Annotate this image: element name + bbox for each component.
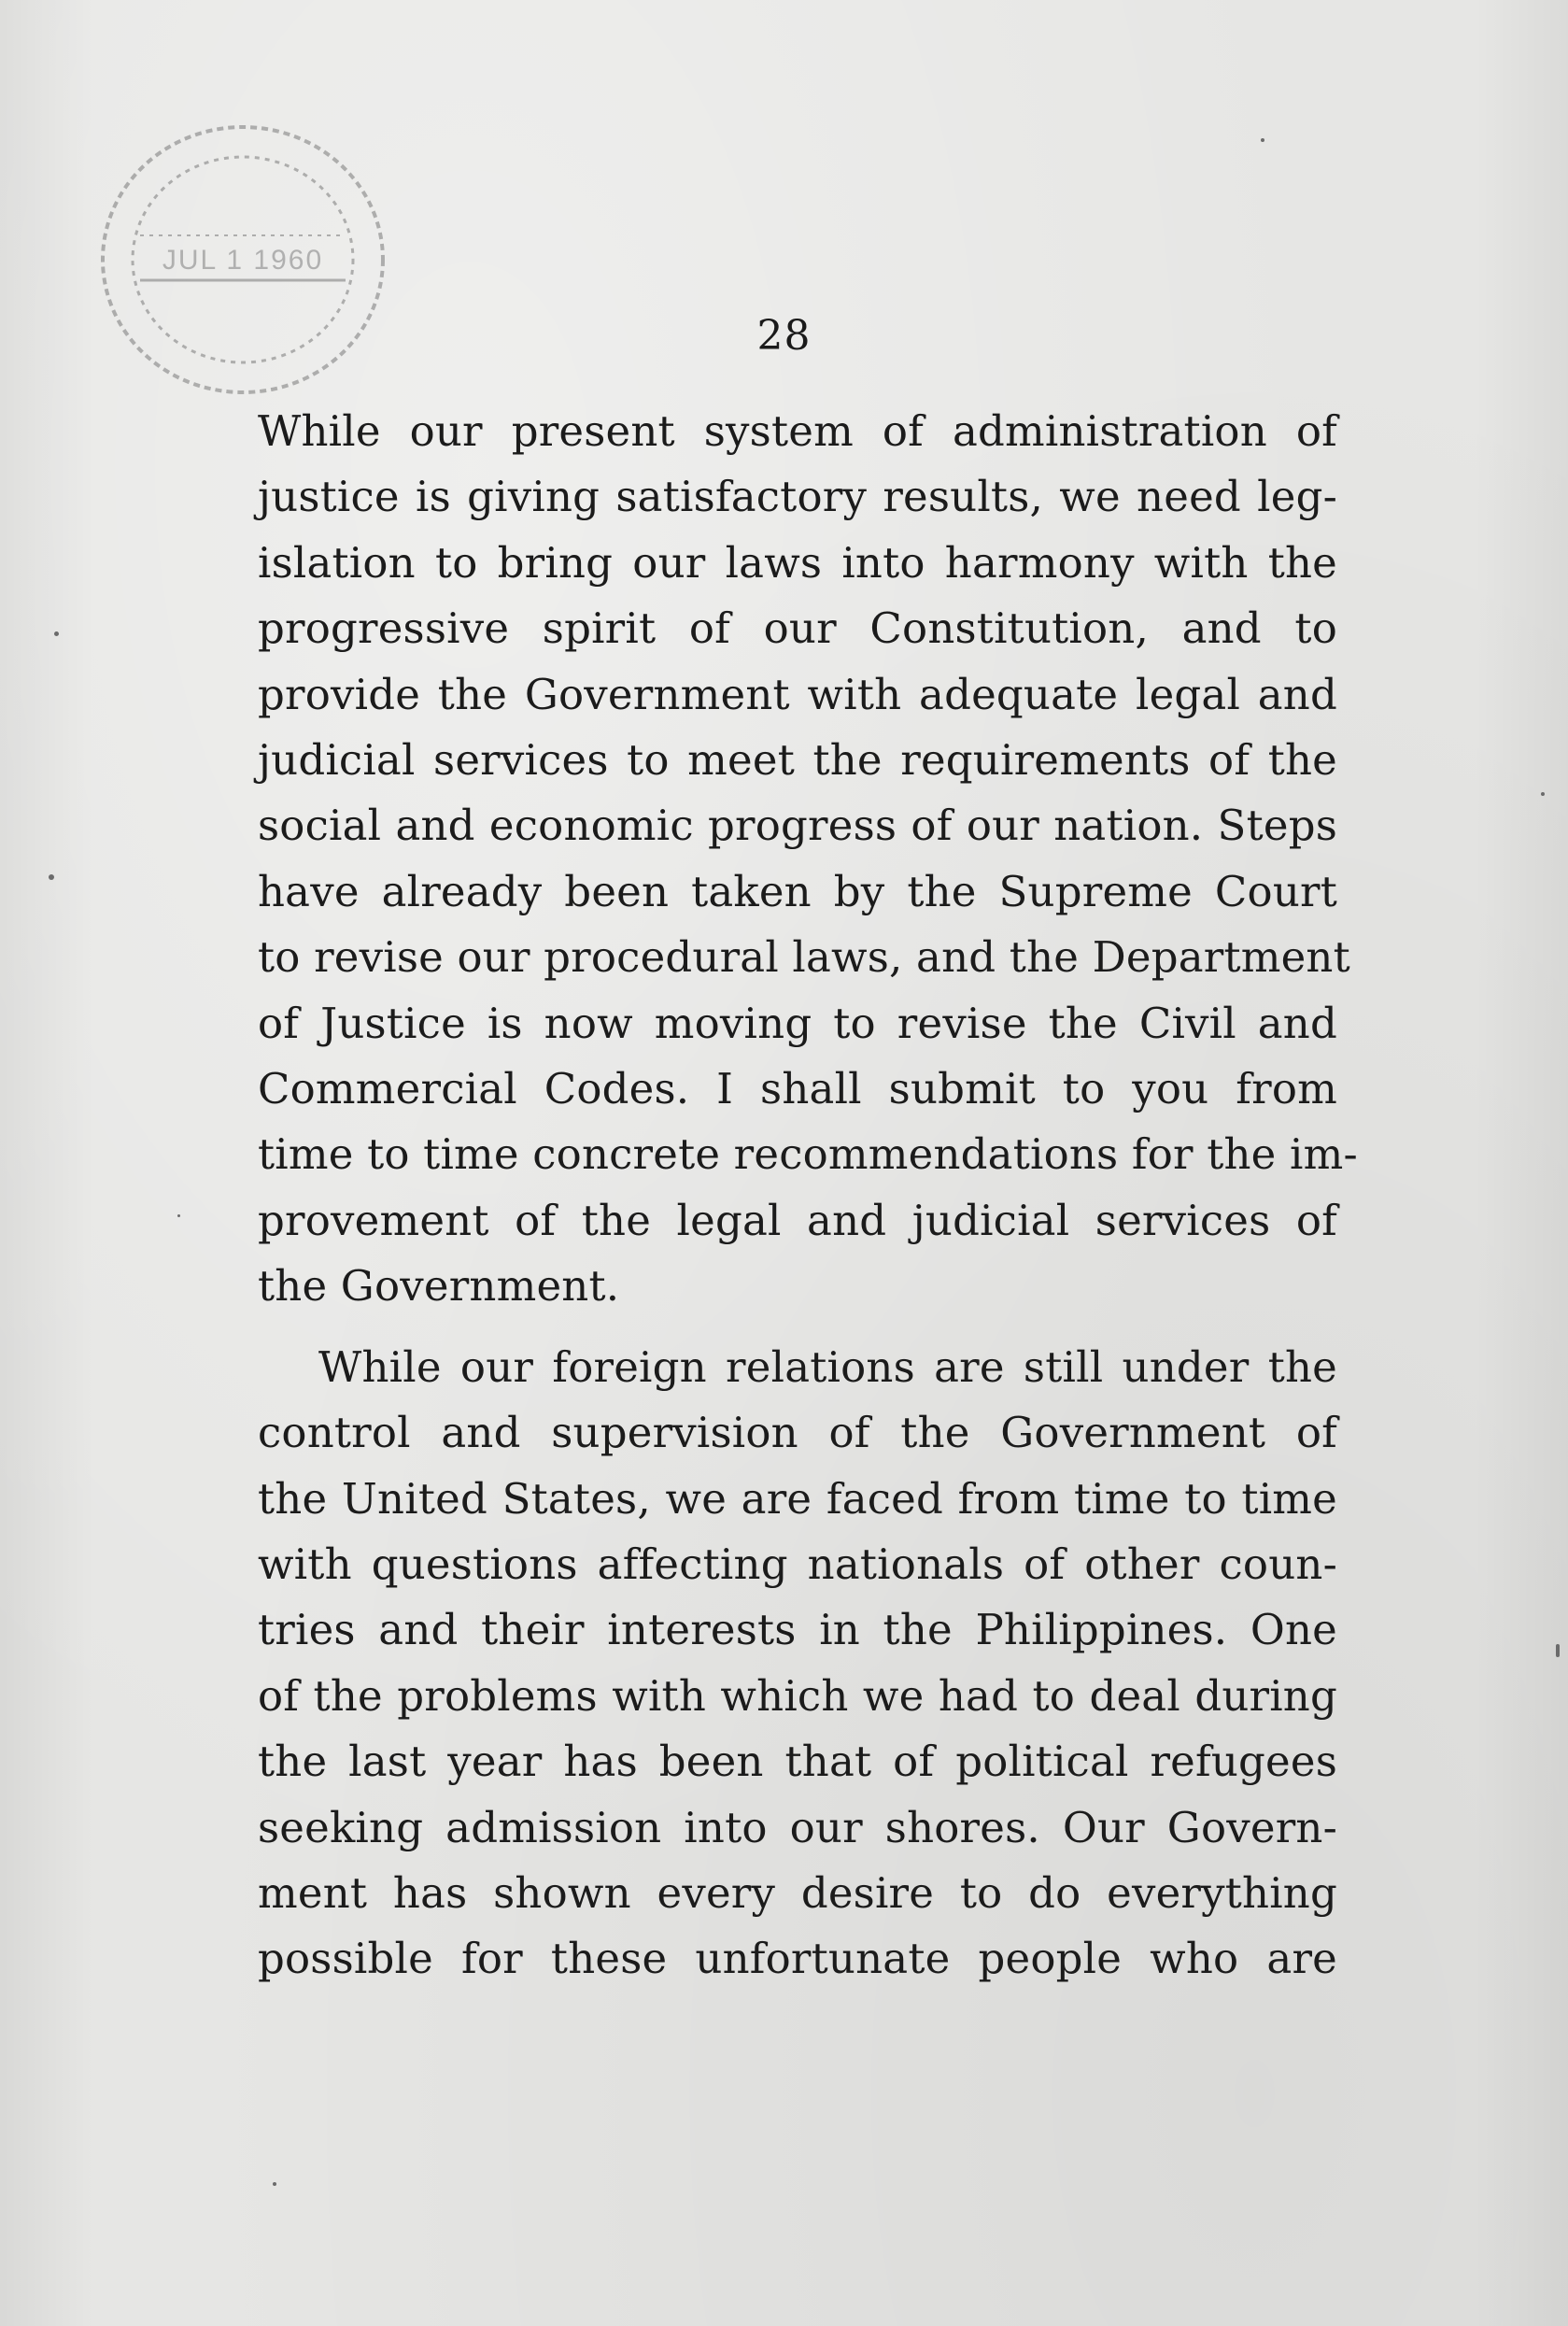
paragraph-foreign-relations xyxy=(258,1335,1337,1993)
dust-speck xyxy=(177,1214,180,1217)
text-line: have already been taken by the Supreme Court xyxy=(258,866,1337,916)
text-line: Commercial Codes. I shall submit to you from xyxy=(258,1064,1337,1114)
text-line: social and economic progress of our nation. Steps xyxy=(258,801,1337,851)
text-line: control and supervision of the Government of xyxy=(258,1408,1337,1458)
dust-speck xyxy=(1541,792,1545,796)
text-line: the last year has been that of political refugees xyxy=(258,1737,1337,1787)
text-line: judicial services to meet the requirements of the xyxy=(258,735,1337,786)
paragraph-administration-of-justice xyxy=(258,399,1358,1320)
text-line: tries and their interests in the Philippines. One xyxy=(258,1605,1337,1655)
dust-speck xyxy=(54,631,59,636)
text-line: the Government. xyxy=(258,1261,620,1312)
library-stamp xyxy=(82,110,404,418)
text-line: the United States, we are faced from time to time xyxy=(258,1473,1337,1524)
dust-speck xyxy=(49,874,54,880)
body-text xyxy=(258,399,1358,1993)
text-line: provement of the legal and judicial services of xyxy=(258,1195,1337,1245)
page-number: 28 xyxy=(756,312,812,360)
dust-speck xyxy=(1261,138,1264,142)
text-line: While our foreign relations are still under the xyxy=(318,1341,1337,1392)
dust-speck xyxy=(1556,1644,1560,1657)
text-line: seeking admission into our shores. Our Govern- xyxy=(258,1802,1337,1852)
text-line: islation to bring our laws into harmony with the xyxy=(258,537,1337,588)
text-line: of Justice is now moving to revise the Civil and xyxy=(258,998,1337,1048)
text-line: time to time concrete recommendations for the im- xyxy=(258,1129,1358,1180)
stamp-date: JUL 1 1960 xyxy=(162,245,324,276)
text-line: provide the Government with adequate legal and xyxy=(258,669,1337,719)
text-line: of the problems with which we had to deal during xyxy=(258,1670,1337,1721)
text-line: progressive spirit of our Constitution, and to xyxy=(258,603,1337,654)
dust-speck xyxy=(273,2182,276,2186)
text-line: ment has shown every desire to do everything xyxy=(258,1867,1337,1918)
text-line: possible for these unfortunate people who are xyxy=(258,1934,1337,1984)
text-line: to revise our procedural laws, and the Department xyxy=(258,932,1350,983)
text-line: with questions affecting nationals of other coun- xyxy=(258,1539,1337,1589)
text-line: justice is giving satisfactory results, we need leg- xyxy=(258,472,1337,522)
text-line: While our present system of administration of xyxy=(258,406,1337,456)
